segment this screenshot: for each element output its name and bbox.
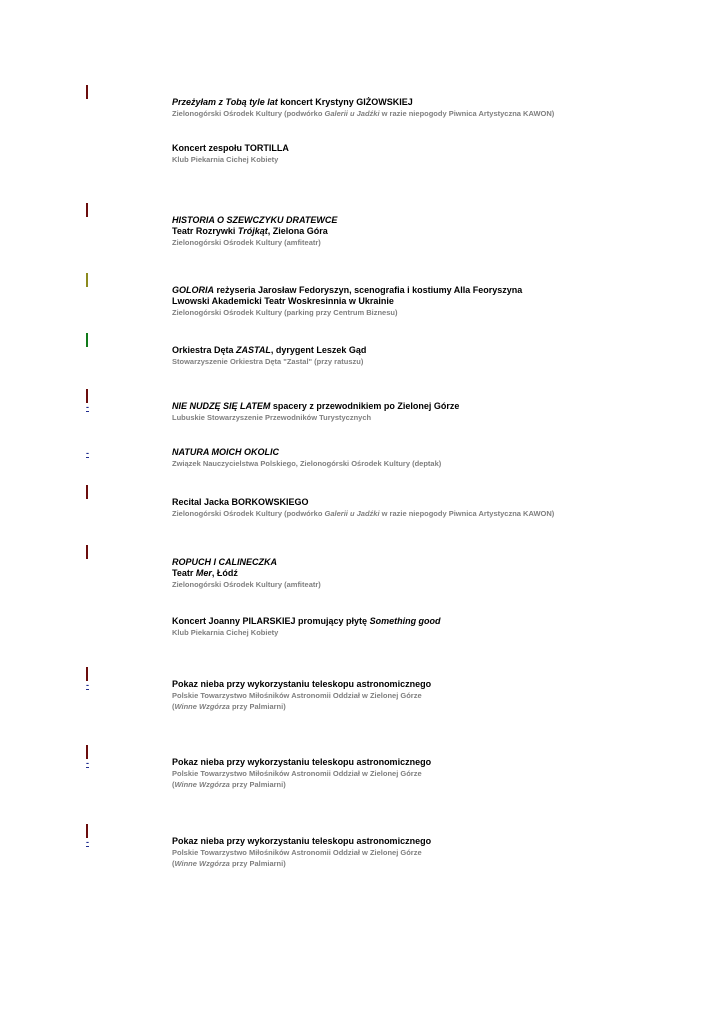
event-details: [172, 616, 692, 638]
event-venue: Stowarzyszenie Orkiestra Dęta "Zastal" (przy ratuszu): [172, 357, 364, 366]
event-title: Orkiestra Dęta ZASTAL, dyrygent Leszek Gąd: [172, 345, 367, 355]
event-venue: Zielonogórski Ośrodek Kultury (parking przy Centrum Biznesu): [172, 308, 398, 317]
day-header: [86, 545, 88, 559]
event-venue: Związek Nauczycielstwa Polskiego, Zielonogórski Ośrodek Kultury (deptak): [172, 459, 442, 468]
event-title: Recital Jacka BORKOWSKIEGO: [172, 497, 309, 507]
time-separator: -: [86, 680, 89, 690]
day-header: [86, 203, 88, 217]
day-header: [86, 85, 88, 99]
event-details: [172, 757, 692, 790]
event-title: Koncert Joanny PILARSKIEJ promujący płytę Something good: [172, 616, 441, 626]
event-title: Lwowski Akademicki Teatr Woskresinnia w Ukrainie: [172, 296, 394, 306]
event-details: [172, 447, 692, 469]
event-title: Przeżyłam z Tobą tyle lat koncert Krystyny GIŻOWSKIEJ: [172, 97, 413, 107]
event-details: [172, 401, 692, 423]
event-time: [86, 679, 89, 691]
event-details: [172, 836, 692, 869]
event-venue: Lubuskie Stowarzyszenie Przewodników Turystycznych: [172, 413, 372, 422]
event-time: [86, 836, 89, 848]
event-details: [172, 215, 692, 248]
day-header: [86, 273, 88, 287]
event-title: GOLORIA reżyseria Jarosław Fedoryszyn, scenografia i kostiumy Alla Feoryszyna: [172, 285, 523, 295]
time-separator: -: [86, 402, 89, 412]
event-venue: Zielonogórski Ośrodek Kultury (podwórko Galerii u Jadźki w razie niepogody Piwnica Artystyczna KAWON): [172, 109, 555, 118]
event-venue: (Winne Wzgórza przy Palmiarni): [172, 780, 286, 789]
event-venue: Polskie Towarzystwo Miłośników Astronomii Oddział w Zielonej Górze: [172, 691, 422, 700]
event-details: [172, 345, 692, 367]
event-title: Pokaz nieba przy wykorzystaniu teleskopu astronomicznego: [172, 679, 432, 689]
event-title: Teatr Rozrywki Trójkąt, Zielona Góra: [172, 226, 328, 236]
day-header: [86, 485, 88, 499]
event-venue: (Winne Wzgórza przy Palmiarni): [172, 859, 286, 868]
event-title: NIE NUDZĘ SIĘ LATEM spacery z przewodnikiem po Zielonej Górze: [172, 401, 460, 411]
event-title: NATURA MOICH OKOLIC: [172, 447, 279, 457]
event-venue: (Winne Wzgórza przy Palmiarni): [172, 702, 286, 711]
time-separator: -: [86, 758, 89, 768]
event-title: Teatr Mer, Łódź: [172, 568, 238, 578]
event-details: [172, 497, 692, 519]
event-time: [86, 401, 89, 413]
event-details: [172, 557, 692, 590]
event-details: [172, 143, 692, 165]
day-header: [86, 333, 88, 347]
event-venue: Polskie Towarzystwo Miłośników Astronomii Oddział w Zielonej Górze: [172, 848, 422, 857]
event-venue: Klub Piekarnia Cichej Kobiety: [172, 628, 279, 637]
event-venue: Klub Piekarnia Cichej Kobiety: [172, 155, 279, 164]
time-separator: -: [86, 448, 89, 458]
event-time: [86, 447, 89, 459]
event-title: ROPUCH I CALINECZKA: [172, 557, 277, 567]
event-details: [172, 679, 692, 712]
event-details: [172, 285, 692, 318]
event-title: HISTORIA O SZEWCZYKU DRATEWCE: [172, 215, 338, 225]
event-title: Pokaz nieba przy wykorzystaniu teleskopu astronomicznego: [172, 757, 432, 767]
event-venue: Zielonogórski Ośrodek Kultury (podwórko Galerii u Jadźki w razie niepogody Piwnica Artystyczna KAWON): [172, 509, 555, 518]
event-details: [172, 97, 692, 119]
event-venue: Zielonogórski Ośrodek Kultury (amfiteatr): [172, 238, 321, 247]
event-time: [86, 757, 89, 769]
event-title: Pokaz nieba przy wykorzystaniu teleskopu astronomicznego: [172, 836, 432, 846]
event-title: Koncert zespołu TORTILLA: [172, 143, 289, 153]
event-venue: Zielonogórski Ośrodek Kultury (amfiteatr): [172, 580, 321, 589]
event-venue: Polskie Towarzystwo Miłośników Astronomii Oddział w Zielonej Górze: [172, 769, 422, 778]
time-separator: -: [86, 837, 89, 847]
